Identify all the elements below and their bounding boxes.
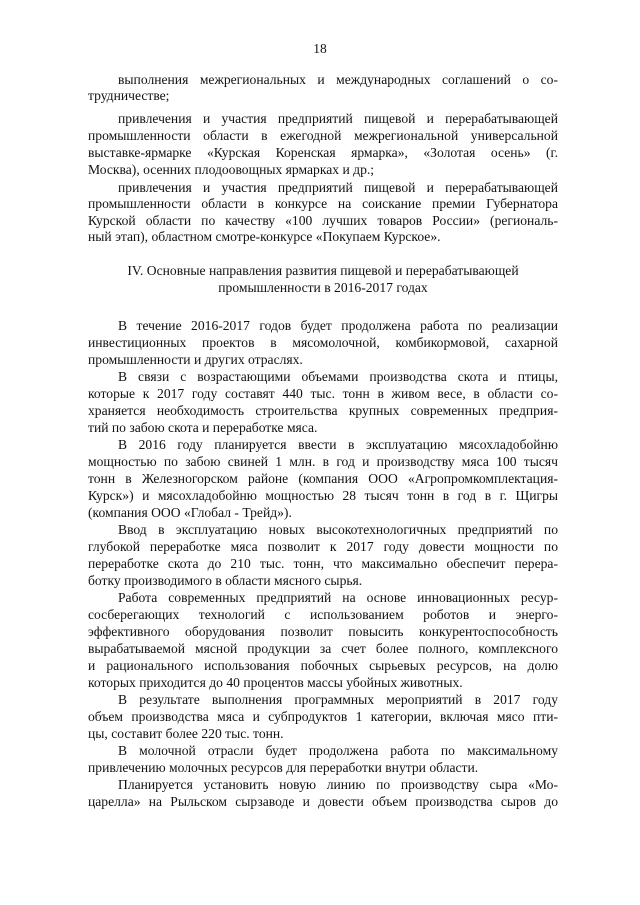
text-line: трудничестве; — [88, 88, 170, 103]
text-line: ный этап), областном смотре-конкурсе «Покупаем Курское». — [88, 229, 441, 244]
text-line: выставке-ярмарке «Курская Коренская ярмарка», «Золотая осень» (г. — [88, 145, 558, 160]
text-line: В молочной отрасли будет продолжена работа по максимальному — [118, 743, 558, 758]
text-line: Планируется установить новую линию по производству сыра «Мо- — [118, 777, 558, 792]
text-line: инвестиционных проектов в мясомолочной, комбикормовой, сахарной — [88, 335, 558, 350]
text-line: цы, составит более 220 тыс. тонн. — [88, 726, 284, 741]
text-line: ботку производимого в области мясного сырья. — [88, 573, 363, 588]
text-line: Курск») и мясохладобойню мощностью 28 тысяч тонн в год в г. Щигры — [88, 488, 558, 503]
text-line: храняется необходимость строительства крупных современных предприя- — [88, 403, 558, 418]
text-line: привлечения и участия предприятий пищевой и перерабатывающей — [118, 111, 558, 126]
text-line: мощностью по забою свиней 1 млн. в год и производству мяса 100 тысяч — [88, 454, 558, 469]
text-line: В связи с возрастающими объемами производства скота и птицы, — [118, 369, 558, 384]
text-line: Курской области по качеству «100 лучших товаров России» (региональ- — [88, 213, 558, 228]
section-heading-line: промышленности в 2016-2017 годах — [218, 280, 428, 295]
text-line: промышленности и других отраслях. — [88, 352, 303, 367]
text-line: В результате выполнения программных мероприятий в 2017 году — [118, 692, 558, 707]
page-number: 18 — [313, 41, 327, 56]
text-line: и рационального использования побочных сырьевых ресурсов, на долю — [88, 658, 558, 673]
text-line: тонн в Железногорском районе (компания ООО «Агропромкомплектация- — [88, 471, 558, 486]
text-line: Ввод в эксплуатацию новых высокотехнологичных предприятий по — [118, 522, 558, 537]
text-line: Москва), осенних плодоовощных ярмарках и др.; — [88, 162, 375, 177]
text-line: переработке скота до 210 тыс. тонн, что максимально обеспечит перера- — [88, 556, 558, 571]
text-line: тий по забою скота и переработке мяса. — [88, 420, 318, 435]
text-line: Работа современных предприятий на основе инновационных ресур- — [118, 590, 558, 605]
text-line: В 2016 году планируется ввести в эксплуатацию мясохладобойню — [118, 437, 558, 452]
text-line: вырабатываемой мясной продукции за счет более полного, комплексного — [88, 641, 558, 656]
text-line: (компания ООО «Глобал - Трейд»). — [88, 505, 292, 520]
text-line: промышленности области в ежегодной межрегиональной универсальной — [88, 128, 558, 143]
text-line: царелла» на Рыльском сырзаводе и довести объем производства сыров до — [88, 794, 558, 809]
text-line: объем производства мяса и субпродуктов 1 категории, включая мясо пти- — [88, 709, 558, 724]
text-line: которые к 2017 году составят 440 тыс. тонн в живом весе, в области со- — [88, 386, 558, 401]
text-line: выполнения межрегиональных и международных соглашений о со- — [118, 72, 558, 87]
text-line: сосберегающих технологий с использованием роботов и энерго- — [88, 607, 558, 622]
text-line: привлечения и участия предприятий пищевой и перерабатывающей — [118, 180, 558, 195]
text-line: которых приходится до 40 процентов массы убойных животных. — [88, 675, 463, 690]
text-line: эффективного оборудования позволит повысить конкурентоспособность — [88, 624, 558, 639]
text-line: В течение 2016-2017 годов будет продолжена работа по реализации — [118, 318, 558, 333]
text-line: глубокой переработке мяса позволит к 2017 году довести мощности по — [88, 539, 558, 554]
text-line: привлечению молочных ресурсов для переработки внутри области. — [88, 760, 479, 775]
text-line: промышленности области в конкурсе на соискание премии Губернатора — [88, 196, 558, 211]
section-heading-line: IV. Основные направления развития пищевой и перерабатывающей — [127, 263, 519, 278]
